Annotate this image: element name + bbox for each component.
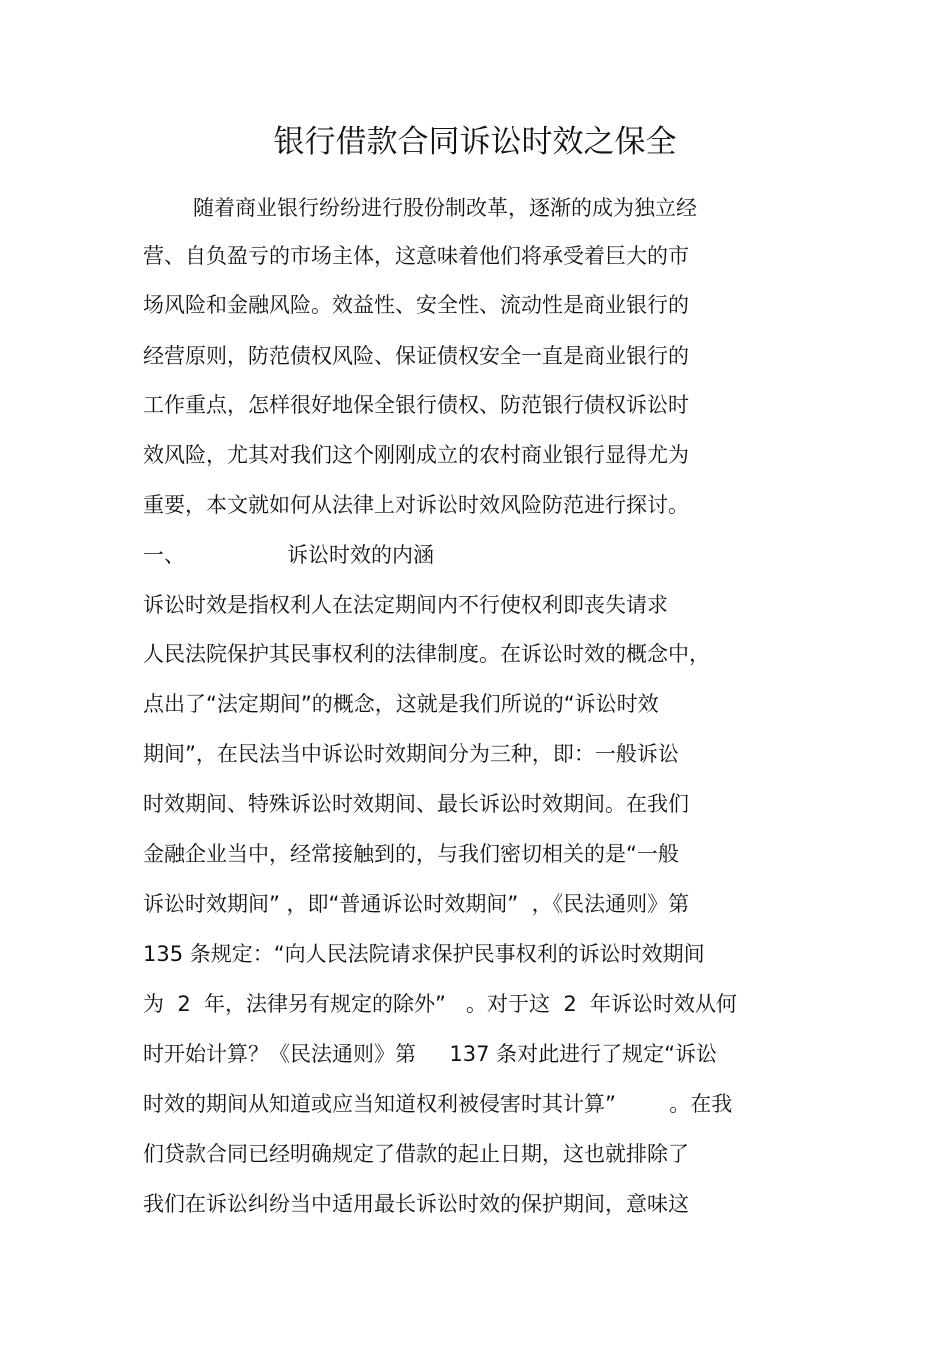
paragraph-line: 随着商业银行纷纷进行股份制改革，逐渐的成为独立经 xyxy=(193,196,697,220)
paragraph-line: 场风险和金融风险。效益性、安全性、流动性是商业银行的 xyxy=(143,293,689,317)
paragraph-line: 点出了“法定期间”的概念，这就是我们所说的“诉讼时效 xyxy=(143,692,659,716)
paragraph-line: 时效期间、特殊诉讼时效期间、最长诉讼时效期间。在我们 xyxy=(143,792,689,816)
paragraph-line: 为 2 年，法律另有规定的除外” 。对于这 2 年诉讼时效从何 xyxy=(143,992,738,1016)
paragraph-line: 我们在诉讼纠纷当中适用最长诉讼时效的保护期间，意味这 xyxy=(143,1192,689,1216)
document-title: 银行借款合同诉讼时效之保全 xyxy=(273,124,677,160)
paragraph-line: 时效的期间从知道或应当知道权利被侵害时其计算” 。在我 xyxy=(143,1092,733,1116)
paragraph-line: 重要，本文就如何从法律上对诉讼时效风险防范进行探讨。 xyxy=(143,493,689,517)
paragraph-line: 诉讼时效是指权利人在法定期间内不行使权利即丧失请求 xyxy=(143,593,668,617)
paragraph-line: 135 条规定：“向人民法院请求保护民事权利的诉讼时效期间 xyxy=(143,942,705,966)
paragraph-line: 人民法院保护其民事权利的法律制度。在诉讼时效的概念中， xyxy=(143,642,710,666)
paragraph-line: 金融企业当中，经常接触到的，与我们密切相关的是“一般 xyxy=(143,842,679,866)
paragraph-line: 经营原则，防范债权风险、保证债权安全一直是商业银行的 xyxy=(143,344,689,368)
paragraph-line: 营、自负盈亏的市场主体，这意味着他们将承受着巨大的市 xyxy=(143,244,689,268)
paragraph-line: 时开始计算？《民法通则》第 137 条对此进行了规定“诉讼 xyxy=(143,1042,718,1066)
section-heading: 诉讼时效的内涵 xyxy=(287,543,434,567)
section-number: 一、 xyxy=(143,543,185,567)
paragraph-line: 工作重点，怎样很好地保全银行债权、防范银行债权诉讼时 xyxy=(143,393,689,417)
paragraph-line: 期间”，在民法当中诉讼时效期间分为三种，即：一般诉讼 xyxy=(143,742,679,766)
paragraph-line: 效风险，尤其对我们这个刚刚成立的农村商业银行显得尤为 xyxy=(143,443,689,467)
paragraph-line: 们贷款合同已经明确规定了借款的起止日期，这也就排除了 xyxy=(143,1142,689,1166)
paragraph-line: 诉讼时效期间” ，即“普通诉讼时效期间” ，《民法通则》第 xyxy=(143,892,690,916)
